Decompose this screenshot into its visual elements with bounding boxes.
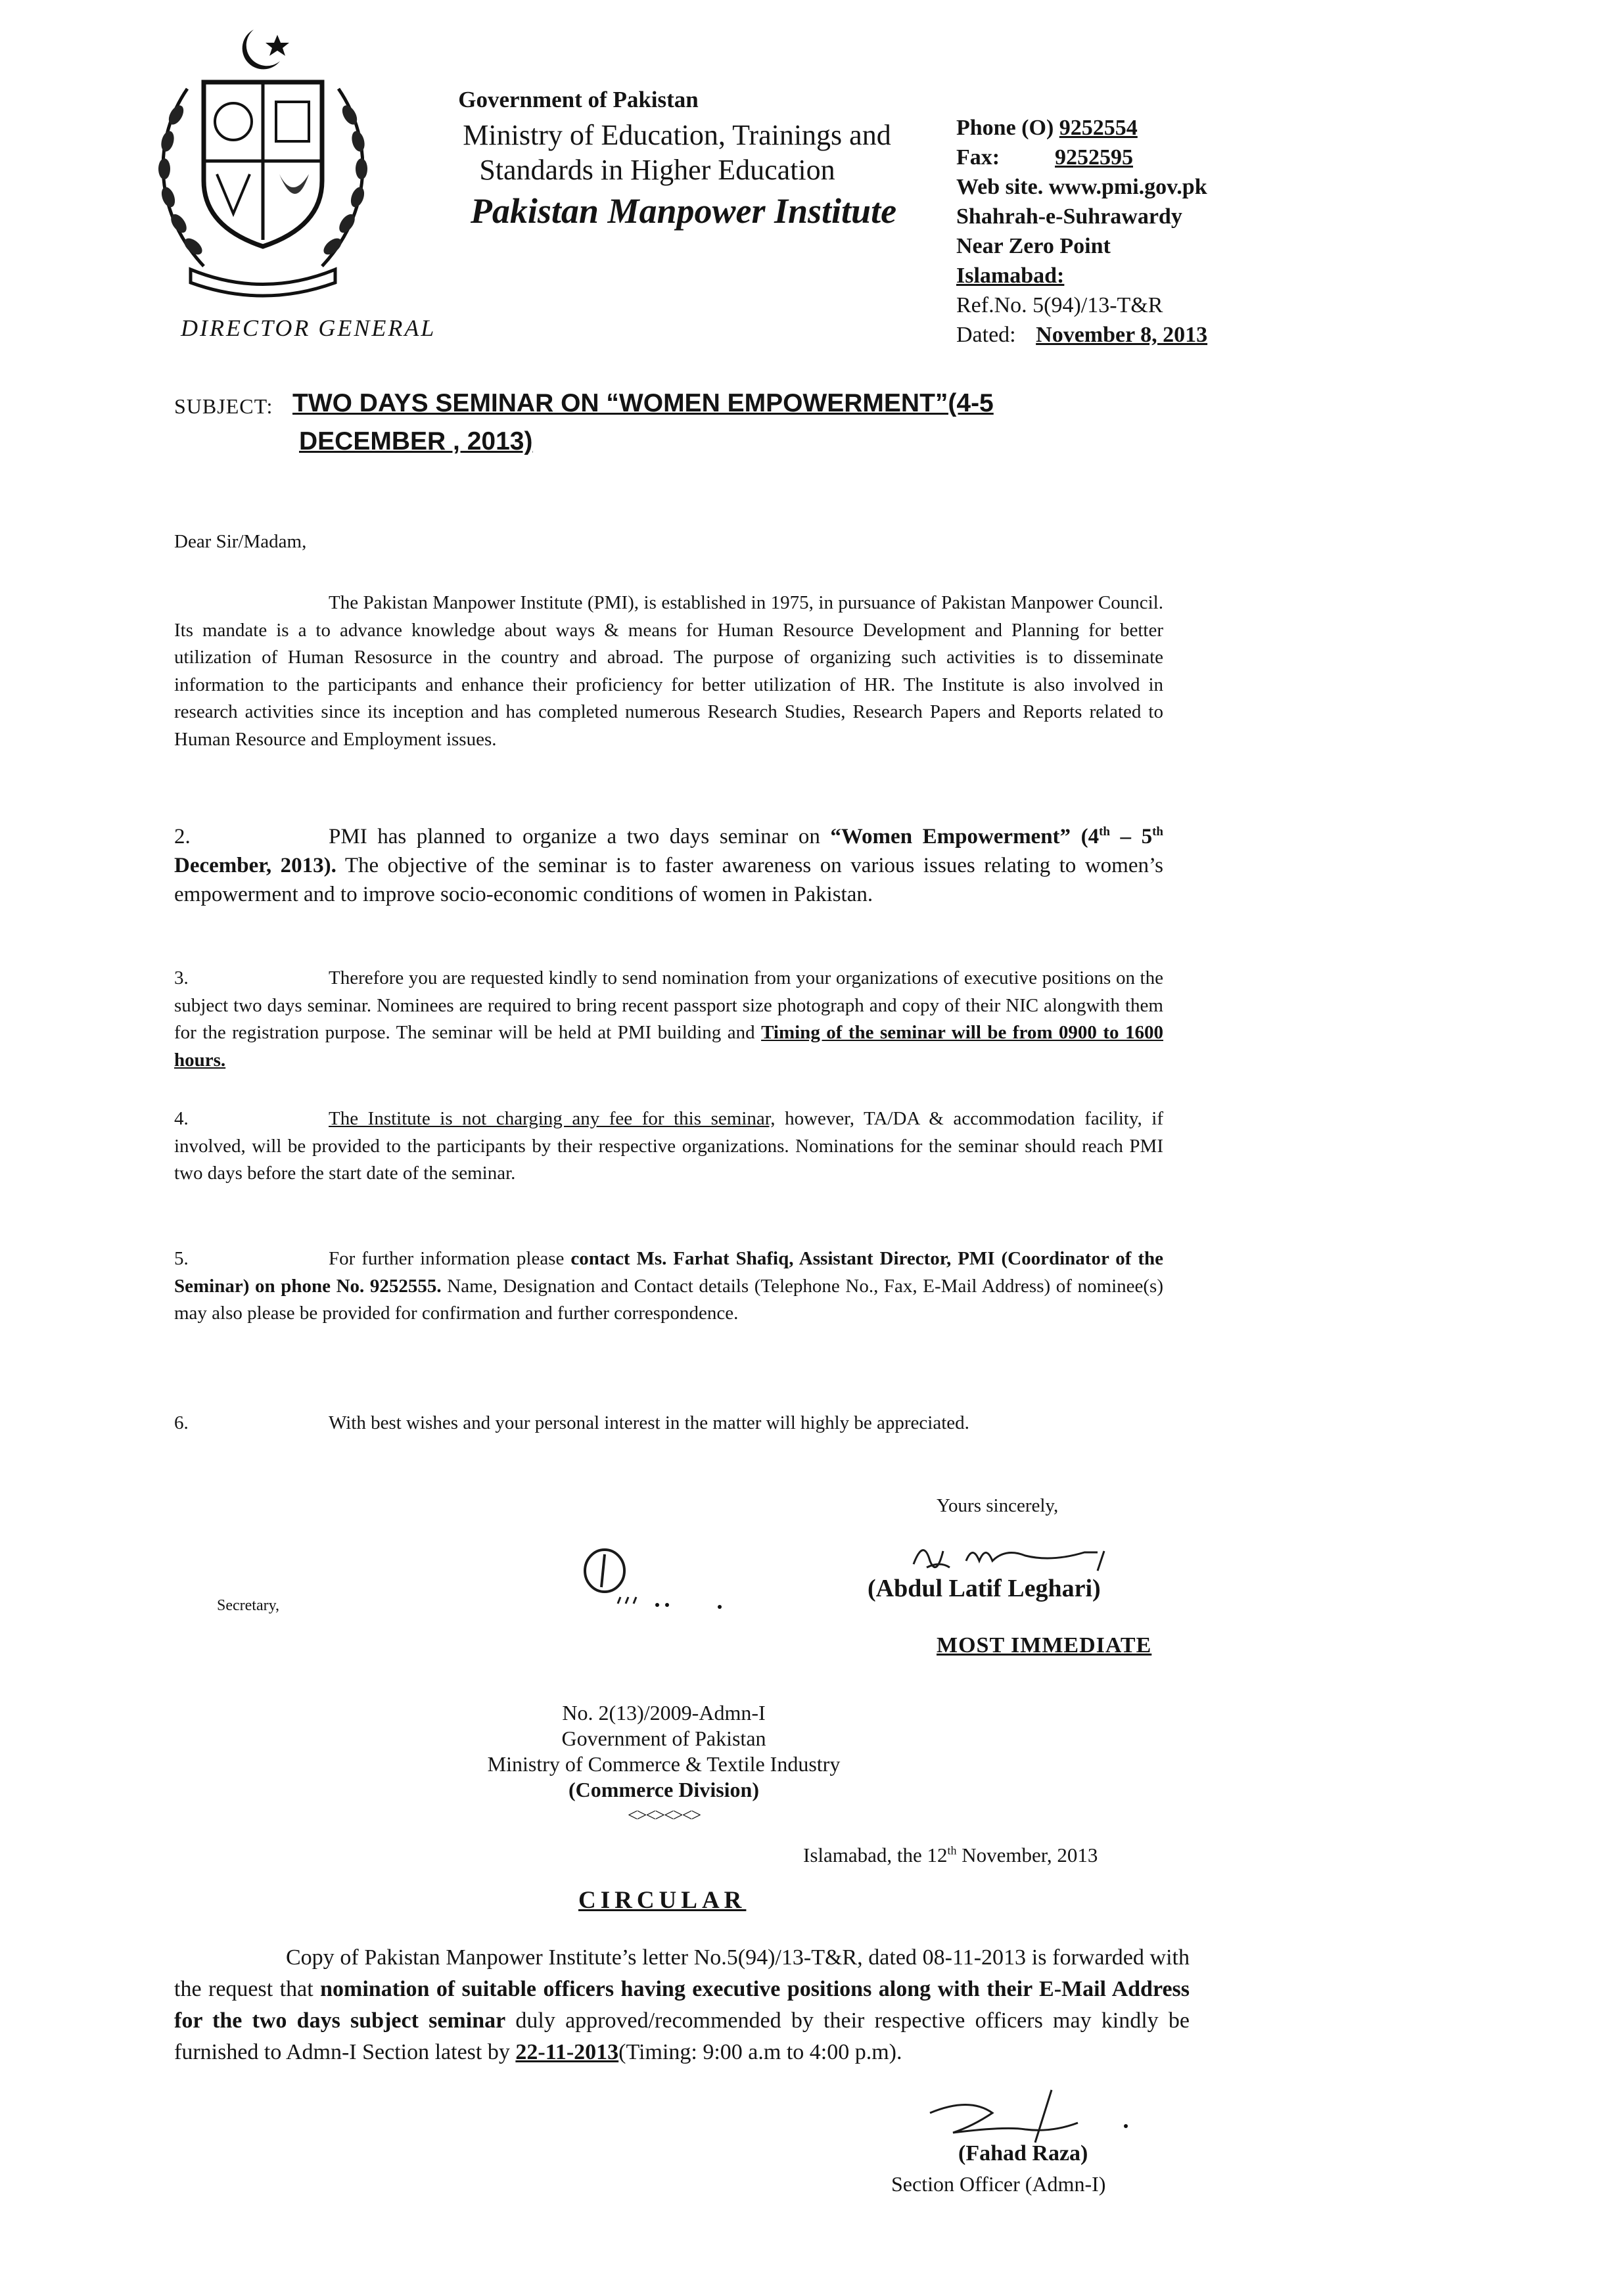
circular-place-date	[803, 1843, 1098, 1867]
circular-body-b: nomination of suitable officers having executive positions along with their E-Mail Address for the two days subject seminar	[174, 1977, 1190, 2033]
paragraph-1	[174, 590, 1163, 753]
paragraph-2-text-g: The objective of the seminar is to faster awareness on various issues relating to women’s empowerment and to improve socio-economic conditions of women in Pakistan.	[174, 854, 1163, 906]
address-line1: Shahrah-e-Suhrawardy	[956, 204, 1182, 229]
fax-number: 9252595	[1055, 145, 1133, 170]
paragraph-2-text-b: “Women Empowerment” (4	[830, 825, 1100, 848]
dated-value: November 8, 2013	[1036, 323, 1208, 347]
emblem-graphic	[125, 16, 401, 306]
paragraph-5-contact: contact Ms. Farhat Shafiq, Assistant Director, PMI (Coordinator of the Seminar) on phone No. 9252555.	[174, 1248, 1163, 1297]
circular-body	[174, 1942, 1190, 2068]
place-date-month: November, 2013	[956, 1843, 1098, 1866]
paragraph-1-text: The Pakistan Manpower Institute (PMI), is established in 1975, in pursuance of Pakistan Manpower Council. Its mandate is a to advance knowledge about ways & means for Human Resource Development and Planning for better utilization of Human Resosurce in the country and abroad. The purpose of organizing such activities is to disseminate information to the participants and enhance their proficiency for better utilization of HR. The Institute is also involved in research activities since its inception and has completed numerous Research Studies, Research Papers and Reports related to Human Resource and Employment issues.	[174, 592, 1163, 750]
circular-ornament: <><><><>	[627, 1805, 701, 1826]
circular-body-e: (Timing: 9:00 a.m to 4:00 p.m).	[618, 2040, 902, 2064]
paragraph-2-text-f: December, 2013).	[174, 854, 336, 877]
fax-label: Fax:	[956, 145, 1000, 170]
place-date-sup: th	[947, 1843, 957, 1857]
paragraph-4	[174, 1105, 1163, 1188]
most-immediate-label: MOST IMMEDIATE	[937, 1633, 1152, 1658]
address-line2: Near Zero Point	[956, 234, 1111, 258]
letterhead-ministry-line2: Standards in Higher Education	[479, 154, 835, 186]
letterhead-ministry-line1: Ministry of Education, Trainings and	[463, 119, 891, 151]
paragraph-2-text-d: – 5	[1110, 825, 1153, 848]
letterhead-government: Government of Pakistan	[458, 87, 699, 112]
circular-ministry: Ministry of Commerce & Textile Industry	[487, 1752, 841, 1776]
letterhead-institute: Pakistan Manpower Institute	[470, 191, 897, 231]
paragraph-3-number: 3.	[174, 967, 189, 988]
paragraph-4-text-a: The Institute is not charging any fee for this seminar,	[329, 1108, 776, 1129]
signature-raza	[917, 2087, 1140, 2146]
signatory-name: (Abdul Latif Leghari)	[868, 1575, 1101, 1602]
circular-title: CIRCULAR	[578, 1887, 747, 1914]
subject-line2: DECEMBER , 2013)	[299, 427, 533, 455]
dated-row	[956, 320, 1207, 350]
signature-raza-graphic	[917, 2087, 1140, 2146]
subject-label: SUBJECT:	[174, 394, 273, 418]
paragraph-2-number: 2.	[174, 825, 191, 848]
phone-label: Phone (O)	[956, 116, 1054, 140]
paragraph-5-number: 5.	[174, 1248, 189, 1269]
subject-line1: TWO DAYS SEMINAR ON “WOMEN EMPOWERMENT”(4-5	[292, 389, 994, 417]
handwritten-mark-graphic	[578, 1541, 723, 1613]
director-general-label: DIRECTOR GENERAL	[181, 315, 436, 341]
paragraph-3	[174, 965, 1163, 1074]
phone-row	[956, 113, 1207, 143]
government-emblem	[125, 16, 401, 306]
reference-number: Ref.No. 5(94)/13-T&R	[956, 293, 1163, 317]
circular-signatory: (Fahad Raza)	[958, 2141, 1088, 2166]
paragraph-5-text-c: Name, Designation and Contact details (Telephone No., Fax, E-Mail Address) of nominee(s) may also please be provided for confirmation and further correspondence.	[174, 1275, 1163, 1324]
paragraph-3-text-a: Therefore you are requested kindly to send nomination from your organizations of executive positions on the subject two days seminar. Nominees are required to bring recent passport size photograph and copy of their NIC alongwith them for the registration purpose. The seminar will be held at PMI building and	[174, 967, 1163, 1043]
address-city: Islamabad:	[956, 264, 1065, 288]
handwritten-mark	[578, 1541, 723, 1613]
salutation: Dear Sir/Madam,	[174, 531, 307, 552]
fax-row	[956, 143, 1207, 172]
paragraph-2-sup-1: th	[1099, 825, 1110, 839]
paragraph-3-timing: Timing of the seminar will be from 0900 to 1600 hours.	[174, 1022, 1163, 1071]
phone-number: 9252554	[1059, 116, 1138, 140]
paragraph-5-text-a: For further information please	[329, 1248, 571, 1269]
paragraph-4-text-b: however, TA/DA & accommodation facility, if involved, will be provided to the participants by their respective organizations. Nominations for the seminar should reach PMI two days before the start date of the seminar.	[174, 1108, 1163, 1184]
circular-designation: Section Officer (Admn-I)	[891, 2172, 1106, 2196]
contact-block	[956, 113, 1207, 350]
paragraph-6	[174, 1410, 1163, 1437]
dated-label: Dated:	[956, 323, 1016, 347]
secretary-label: Secretary,	[217, 1597, 280, 1614]
place-date-text: Islamabad, the 12	[803, 1843, 948, 1866]
paragraph-5	[174, 1245, 1163, 1328]
paragraph-6-number: 6.	[174, 1412, 189, 1433]
circular-number: No. 2(13)/2009-Admn-I	[562, 1701, 766, 1725]
circular-deadline: 22-11-2013	[515, 2040, 619, 2064]
website: Web site. www.pmi.gov.pk	[956, 175, 1207, 199]
circular-government: Government of Pakistan	[561, 1727, 766, 1750]
paragraph-6-text: With best wishes and your personal interest in the matter will highly be appreciated.	[329, 1412, 969, 1433]
paragraph-4-number: 4.	[174, 1108, 189, 1129]
paragraph-2-text-a: PMI has planned to organize a two days seminar on	[329, 825, 831, 848]
circular-body-c: duly approved/recommended by their respective officers may kindly be furnished to Admn-I Section latest by	[174, 2008, 1190, 2064]
yours-sincerely: Yours sincerely,	[937, 1495, 1059, 1516]
circular-body-a: Copy of Pakistan Manpower Institute’s letter No.5(94)/13-T&R, dated 08-11-2013 is forwarded with the request that	[174, 1945, 1190, 2001]
circular-header	[421, 1700, 920, 1828]
paragraph-2	[174, 818, 1163, 909]
circular-division: (Commerce Division)	[568, 1778, 759, 1801]
paragraph-2-sup-2: th	[1152, 825, 1163, 839]
